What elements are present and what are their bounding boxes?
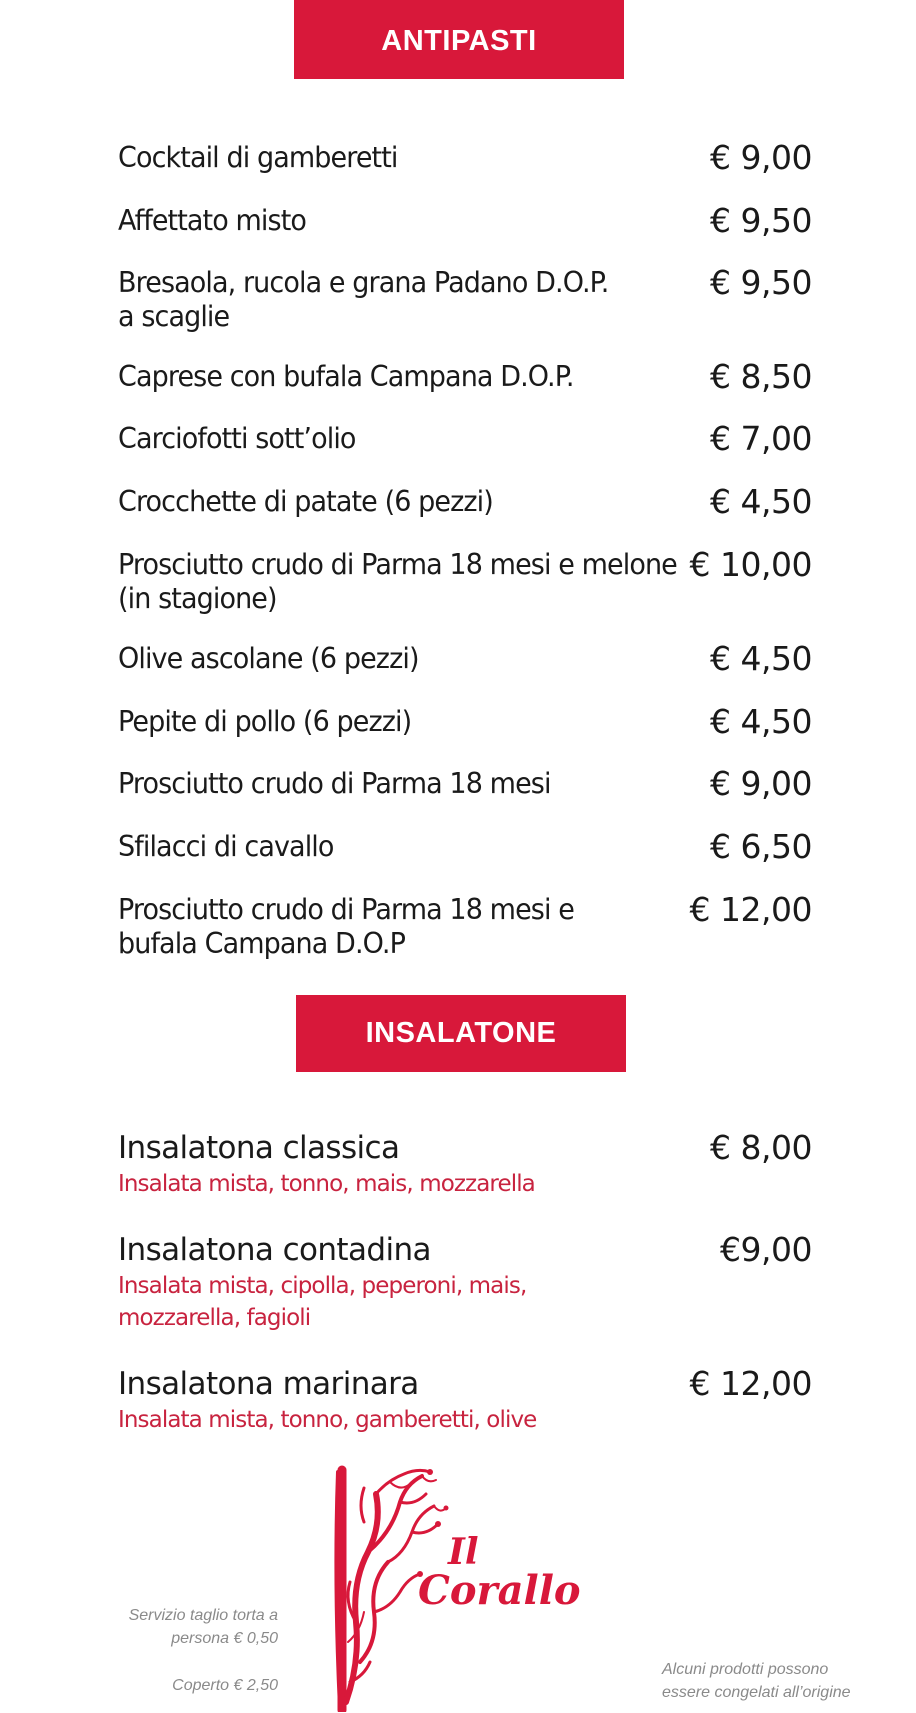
salad-item-price: €9,00	[720, 1230, 812, 1269]
salad-item-name: Insalatona classica	[118, 1130, 400, 1166]
menu-item-price: € 6,50	[710, 827, 812, 866]
menu-item-price: € 4,50	[710, 482, 812, 521]
logo-text-corallo: Corallo	[418, 1567, 581, 1614]
menu-item-price: € 9,00	[710, 764, 812, 803]
menu-item-price: € 7,00	[710, 419, 812, 458]
menu-item-name: Prosciutto crudo di Parma 18 mesi e melone (in stagione)	[118, 549, 677, 616]
menu-item-price: € 10,00	[689, 545, 812, 584]
salad-item-name: Insalatona marinara	[118, 1366, 419, 1402]
menu-item-price: € 9,50	[710, 263, 812, 302]
menu-item-name: Caprese con bufala Campana D.O.P.	[118, 361, 574, 394]
menu-item-price: € 8,50	[710, 357, 812, 396]
logo-text-il: Il	[448, 1531, 479, 1573]
il-corallo-logo	[330, 1462, 590, 1712]
menu-item-price: € 9,00	[710, 138, 812, 177]
salad-item-description: Insalata mista, tonno, gamberetti, olive	[118, 1407, 537, 1433]
menu-item-name: Sfilacci di cavallo	[118, 831, 334, 864]
menu-item-name: Bresaola, rucola e grana Padano D.O.P. a scaglie	[118, 267, 609, 334]
menu-item-name: Cocktail di gamberetti	[118, 142, 398, 175]
salad-item-price: € 12,00	[689, 1364, 812, 1403]
note-congelati: Alcuni prodotti possono essere congelati all’origine	[662, 1661, 851, 1701]
note-coperto: Coperto € 2,50	[172, 1677, 278, 1694]
salad-item-description: Insalata mista, tonno, mais, mozzarella	[118, 1171, 535, 1197]
salad-item-description: Insalata mista, cipolla, peperoni, mais, mozzarella, fagioli	[118, 1273, 527, 1331]
salad-item-price: € 8,00	[710, 1128, 812, 1167]
salad-item-name: Insalatona contadina	[118, 1232, 431, 1268]
note-servizio-torta: Servizio taglio torta a persona € 0,50	[128, 1607, 278, 1647]
menu-item-price: € 4,50	[710, 639, 812, 678]
menu-item-price: € 12,00	[689, 890, 812, 929]
menu-item-name: Crocchette di patate (6 pezzi)	[118, 486, 493, 519]
menu-item-price: € 9,50	[710, 201, 812, 240]
section-header-insalatone: INSALATONE	[296, 995, 626, 1072]
menu-item-name: Affettato misto	[118, 205, 307, 238]
menu-item-name: Carciofotti sott’olio	[118, 423, 356, 456]
menu-item-name: Olive ascolane (6 pezzi)	[118, 643, 419, 676]
menu-item-name: Prosciutto crudo di Parma 18 mesi	[118, 768, 551, 801]
menu-item-name: Prosciutto crudo di Parma 18 mesi e bufala Campana D.O.P	[118, 894, 574, 961]
menu-item-price: € 4,50	[710, 702, 812, 741]
menu-item-name: Pepite di pollo (6 pezzi)	[118, 706, 412, 739]
section-header-antipasti: ANTIPASTI	[294, 0, 624, 79]
